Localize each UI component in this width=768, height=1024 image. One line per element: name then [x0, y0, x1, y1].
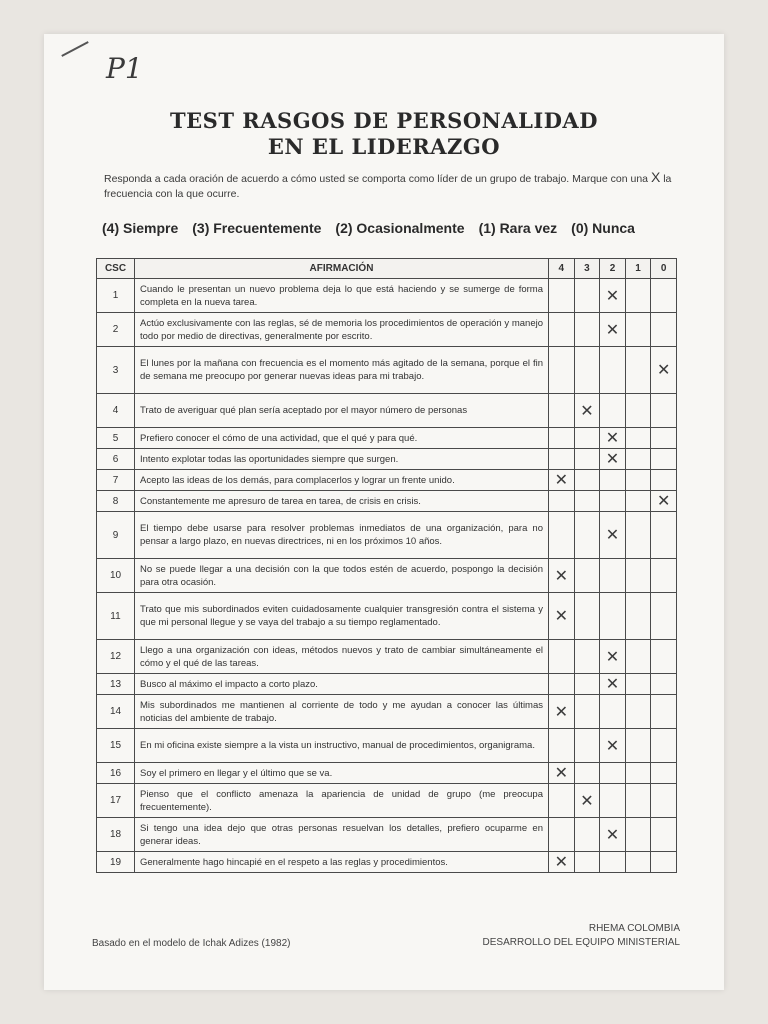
x-mark-icon: ✕: [554, 567, 568, 585]
x-mark-icon: ✕: [554, 765, 568, 782]
x-mark-icon: ✕: [554, 703, 568, 721]
row-number: 7: [97, 470, 135, 491]
x-mark-icon: ✕: [605, 321, 620, 339]
score-cell-4[interactable]: [549, 784, 575, 818]
row-number: 8: [97, 491, 135, 512]
score-cell-4[interactable]: [549, 491, 575, 512]
row-statement: Trato de averiguar qué plan sería aceptado por el mayor número de personas: [135, 394, 549, 428]
row-statement: Cuando le presentan un nuevo problema deja lo que está haciendo y se sumerge de forma completa en la nueva tarea.: [135, 279, 549, 313]
table-row: [97, 347, 677, 394]
score-cell-0[interactable]: [651, 394, 677, 428]
document-page: [44, 34, 724, 990]
score-cell-1[interactable]: [625, 818, 651, 852]
table-row: [97, 313, 677, 347]
score-cell-2[interactable]: [600, 428, 626, 449]
score-cell-3[interactable]: [574, 491, 600, 512]
x-mark-icon: ✕: [580, 402, 594, 420]
score-cell-2[interactable]: [600, 674, 626, 695]
score-cell-4[interactable]: [549, 852, 575, 873]
score-cell-1[interactable]: [625, 449, 651, 470]
score-cell-2[interactable]: [600, 729, 626, 763]
score-cell-2[interactable]: [600, 784, 626, 818]
table-row: [97, 279, 677, 313]
x-mark-icon: ✕: [605, 676, 620, 693]
row-number: 19: [97, 852, 135, 873]
score-cell-0[interactable]: [651, 559, 677, 593]
score-cell-2[interactable]: [600, 559, 626, 593]
score-cell-2[interactable]: [600, 512, 626, 559]
row-number: 18: [97, 818, 135, 852]
footer-source: Basado en el modelo de Ichak Adizes (1982): [92, 938, 291, 949]
table-row: [97, 852, 677, 873]
instructions-text-2: la frecuencia con la que ocurre.: [104, 173, 672, 200]
score-cell-0[interactable]: [651, 428, 677, 449]
footer-org-line-1: RHEMA COLOMBIA: [588, 923, 680, 934]
scale-frequently: (3) Frecuentemente: [192, 220, 322, 236]
score-cell-3[interactable]: [574, 763, 600, 784]
row-statement: Generalmente hago hincapié en el respeto a las reglas y procedimientos.: [135, 852, 549, 873]
score-cell-4[interactable]: [549, 559, 575, 593]
row-number: 4: [97, 394, 135, 428]
table-row: [97, 784, 677, 818]
survey-table: [96, 258, 677, 873]
score-cell-2[interactable]: [600, 640, 626, 674]
score-cell-0[interactable]: [651, 674, 677, 695]
score-cell-3[interactable]: [574, 512, 600, 559]
score-cell-2[interactable]: [600, 470, 626, 491]
score-cell-3[interactable]: [574, 559, 600, 593]
score-cell-1[interactable]: [625, 763, 651, 784]
score-cell-1[interactable]: [625, 491, 651, 512]
row-statement: Constantemente me apresuro de tarea en tarea, de crisis en crisis.: [135, 491, 549, 512]
score-cell-2[interactable]: [600, 695, 626, 729]
score-cell-0[interactable]: [651, 695, 677, 729]
row-number: 11: [97, 593, 135, 640]
scale-occasionally: (2) Ocasionalmente: [335, 220, 465, 236]
score-cell-4[interactable]: [549, 313, 575, 347]
table-row: [97, 640, 677, 674]
score-cell-2[interactable]: [600, 818, 626, 852]
row-statement: Prefiero conocer el cómo de una actividad, que el qué y para qué.: [135, 428, 549, 449]
score-cell-1[interactable]: [625, 512, 651, 559]
score-cell-3[interactable]: [574, 729, 600, 763]
instructions-text-1: Responda a cada oración de acuerdo a cómo usted se comporta como líder de un grupo de trabajo. Marque con una: [104, 173, 649, 185]
score-cell-0[interactable]: [651, 347, 677, 394]
x-mark-icon: ✕: [656, 362, 671, 379]
score-cell-0[interactable]: [651, 852, 677, 873]
score-cell-2[interactable]: [600, 279, 626, 313]
score-cell-3[interactable]: [574, 449, 600, 470]
score-cell-4[interactable]: [549, 470, 575, 491]
row-statement: Intento explotar todas las oportunidades siempre que surgen.: [135, 449, 549, 470]
table-row: [97, 449, 677, 470]
x-mark-icon: ✕: [605, 527, 620, 544]
row-statement: Busco al máximo el impacto a corto plazo.: [135, 674, 549, 695]
instructions-x: X: [650, 169, 661, 185]
row-number: 17: [97, 784, 135, 818]
x-mark-icon: ✕: [605, 826, 620, 844]
score-cell-1[interactable]: [625, 784, 651, 818]
row-statement: Pienso que el conflicto amenaza la apariencia de unidad de grupo (me preocupa frecuentemente).: [135, 784, 549, 818]
footer-org-line-2: DESARROLLO DEL EQUIPO MINISTERIAL: [482, 937, 680, 948]
table-row: [97, 470, 677, 491]
row-statement: Mis subordinados me mantienen al corriente de todo y me ayudan a conocer las últimas noticias del ambiente de trabajo.: [135, 695, 549, 729]
score-cell-4[interactable]: [549, 695, 575, 729]
row-number: 6: [97, 449, 135, 470]
score-cell-3[interactable]: [574, 347, 600, 394]
row-number: 5: [97, 428, 135, 449]
row-statement: En mi oficina existe siempre a la vista un instructivo, manual de procedimientos, organigrama.: [135, 729, 549, 763]
row-number: 12: [97, 640, 135, 674]
x-mark-icon: ✕: [554, 472, 568, 489]
score-cell-4[interactable]: [549, 512, 575, 559]
score-cell-4[interactable]: [549, 394, 575, 428]
table-header-row: [97, 259, 677, 279]
score-cell-2[interactable]: [600, 852, 626, 873]
score-cell-1[interactable]: [625, 470, 651, 491]
score-cell-3[interactable]: [574, 470, 600, 491]
instructions: [104, 170, 684, 202]
x-mark-icon: ✕: [605, 737, 620, 755]
score-cell-2[interactable]: [600, 763, 626, 784]
score-cell-4[interactable]: [549, 674, 575, 695]
score-cell-3[interactable]: [574, 313, 600, 347]
header-csc: CSC: [97, 259, 135, 279]
score-cell-4[interactable]: [549, 729, 575, 763]
score-cell-1[interactable]: [625, 347, 651, 394]
table-row: [97, 818, 677, 852]
table-row: [97, 729, 677, 763]
table-row: [97, 394, 677, 428]
header-score-2: 2: [600, 259, 626, 279]
score-cell-3[interactable]: [574, 784, 600, 818]
header-score-3: 3: [574, 259, 600, 279]
score-cell-3[interactable]: [574, 852, 600, 873]
table-row: [97, 559, 677, 593]
scale-rarely: (1) Rara vez: [478, 220, 558, 236]
x-mark-icon: ✕: [605, 648, 620, 666]
score-cell-0[interactable]: [651, 279, 677, 313]
row-statement: Llego a una organización con ideas, métodos nuevos y trato de cambiar simultáneamente el cómo y el qué de las tareas.: [135, 640, 549, 674]
score-cell-1[interactable]: [625, 729, 651, 763]
score-cell-0[interactable]: [651, 640, 677, 674]
x-mark-icon: ✕: [605, 430, 620, 447]
row-statement: El tiempo debe usarse para resolver problemas inmediatos de una organización, para no pensar a largo plazo, en nuevas directrices, ni en los próximos 10 años.: [135, 512, 549, 559]
row-number: 15: [97, 729, 135, 763]
row-number: 9: [97, 512, 135, 559]
header-score-4: 4: [549, 259, 575, 279]
x-mark-icon: ✕: [656, 493, 671, 510]
score-cell-0[interactable]: [651, 470, 677, 491]
row-number: 16: [97, 763, 135, 784]
row-number: 3: [97, 347, 135, 394]
score-cell-1[interactable]: [625, 695, 651, 729]
score-cell-0[interactable]: [651, 491, 677, 512]
score-cell-4[interactable]: [549, 640, 575, 674]
score-cell-0[interactable]: [651, 313, 677, 347]
score-cell-2[interactable]: [600, 347, 626, 394]
table-row: [97, 428, 677, 449]
score-cell-1[interactable]: [625, 852, 651, 873]
score-cell-2[interactable]: [600, 593, 626, 640]
title-line-2: EN EL LIDERAZGO: [267, 134, 501, 159]
score-cell-4[interactable]: [549, 279, 575, 313]
score-cell-0[interactable]: [651, 818, 677, 852]
row-statement: Acepto las ideas de los demás, para complacerlos y lograr un frente unido.: [135, 470, 549, 491]
survey-table-body: [97, 279, 677, 873]
score-cell-1[interactable]: [625, 640, 651, 674]
row-statement: Si tengo una idea dejo que otras personas resuelvan los detalles, prefiero ocuparme en generar ideas.: [135, 818, 549, 852]
score-cell-4[interactable]: [549, 763, 575, 784]
row-number: 13: [97, 674, 135, 695]
page-tag: P1: [106, 52, 143, 85]
score-cell-0[interactable]: [651, 729, 677, 763]
row-statement: Actúo exclusivamente con las reglas, sé de memoria los procedimientos de operación y manejo todo por medio de directivas, generalmente por escrito.: [135, 313, 549, 347]
score-cell-1[interactable]: [625, 313, 651, 347]
row-statement: El lunes por la mañana con frecuencia es el momento más agitado de la semana, porque el fin de semana me preocupo por generar nuevas ideas para mi trabajo.: [135, 347, 549, 394]
score-cell-4[interactable]: [549, 347, 575, 394]
table-row: [97, 593, 677, 640]
header-statement: AFIRMACIÓN: [135, 259, 549, 279]
score-cell-4[interactable]: [549, 593, 575, 640]
score-cell-3[interactable]: [574, 674, 600, 695]
table-row: [97, 695, 677, 729]
score-cell-3[interactable]: [574, 394, 600, 428]
score-cell-0[interactable]: [651, 449, 677, 470]
score-cell-1[interactable]: [625, 428, 651, 449]
table-row: [97, 491, 677, 512]
frequency-scale: [102, 220, 692, 236]
score-cell-0[interactable]: [651, 784, 677, 818]
x-mark-icon: ✕: [605, 451, 620, 468]
row-statement: Soy el primero en llegar y el último que se va.: [135, 763, 549, 784]
score-cell-3[interactable]: [574, 593, 600, 640]
row-number: 2: [97, 313, 135, 347]
score-cell-0[interactable]: [651, 512, 677, 559]
score-cell-4[interactable]: [549, 449, 575, 470]
score-cell-1[interactable]: [625, 593, 651, 640]
x-mark-icon: ✕: [554, 854, 568, 871]
score-cell-2[interactable]: [600, 394, 626, 428]
title-line-1: TEST RASGOS DE PERSONALIDAD: [170, 108, 598, 133]
score-cell-3[interactable]: [574, 279, 600, 313]
score-cell-3[interactable]: [574, 818, 600, 852]
row-number: 10: [97, 559, 135, 593]
score-cell-2[interactable]: [600, 491, 626, 512]
x-mark-icon: ✕: [554, 608, 568, 625]
scale-always: (4) Siempre: [102, 220, 179, 236]
score-cell-2[interactable]: [600, 449, 626, 470]
score-cell-0[interactable]: [651, 763, 677, 784]
score-cell-4[interactable]: [549, 428, 575, 449]
row-number: 14: [97, 695, 135, 729]
table-row: [97, 674, 677, 695]
score-cell-1[interactable]: [625, 279, 651, 313]
row-statement: No se puede llegar a una decisión con la que todos estén de acuerdo, pospongo la decisión para otra ocasión.: [135, 559, 549, 593]
row-statement: Trato que mis subordinados eviten cuidadosamente cualquier transgresión contra el sistema y que mi personal llegue y se vaya del trabajo a su tiempo reglamentado.: [135, 593, 549, 640]
score-cell-3[interactable]: [574, 695, 600, 729]
x-mark-icon: ✕: [605, 287, 620, 305]
header-score-0: 0: [651, 259, 677, 279]
header-score-1: 1: [625, 259, 651, 279]
table-row: [97, 763, 677, 784]
score-cell-3[interactable]: [574, 640, 600, 674]
table-row: [97, 512, 677, 559]
scale-never: (0) Nunca: [571, 220, 635, 236]
score-cell-4[interactable]: [549, 818, 575, 852]
score-cell-0[interactable]: [651, 593, 677, 640]
score-cell-2[interactable]: [600, 313, 626, 347]
x-mark-icon: ✕: [580, 792, 594, 810]
row-number: 1: [97, 279, 135, 313]
score-cell-3[interactable]: [574, 428, 600, 449]
footer-org: [483, 922, 680, 950]
pen-stroke-mark: [61, 41, 88, 57]
score-cell-1[interactable]: [625, 674, 651, 695]
score-cell-1[interactable]: [625, 394, 651, 428]
score-cell-1[interactable]: [625, 559, 651, 593]
